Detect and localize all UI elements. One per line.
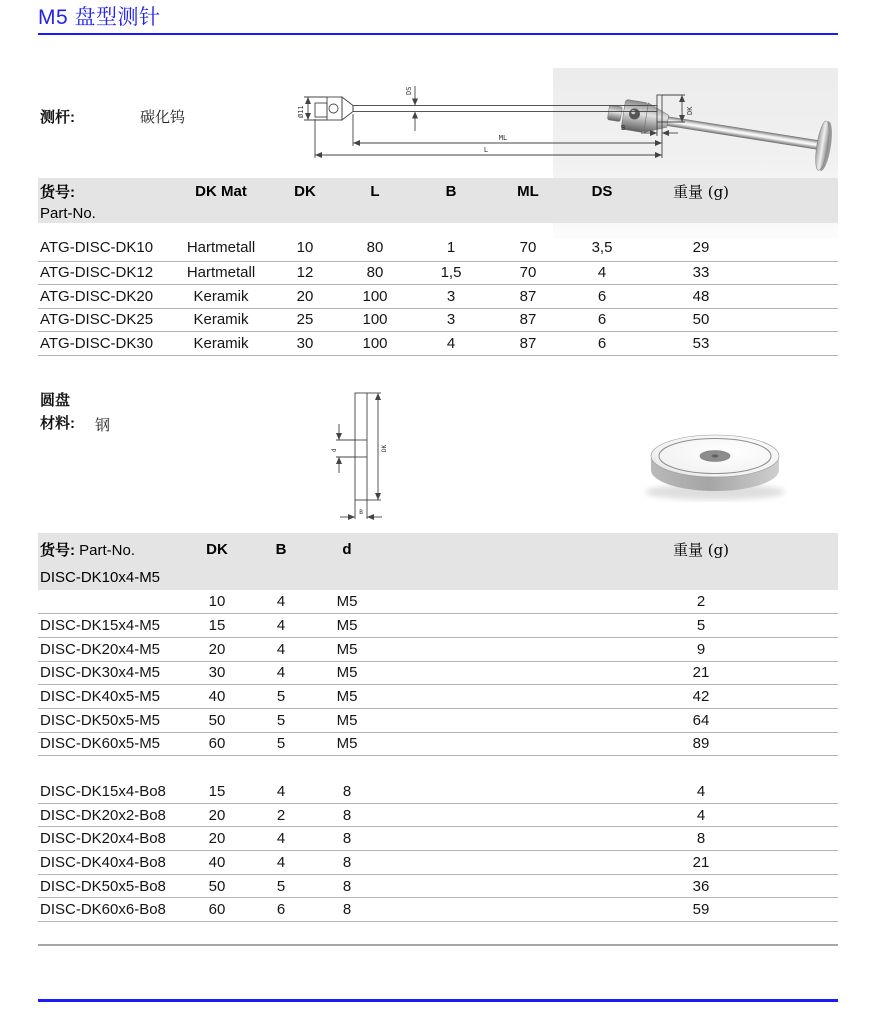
dim-label-b: B bbox=[621, 124, 626, 132]
stylus-material: 碳化钨 bbox=[140, 108, 186, 126]
dim-label-b: B bbox=[359, 509, 363, 516]
table-row: DISC-DK50x5-M5 50 5 M5 64 bbox=[38, 708, 838, 732]
stylus-table-header bbox=[38, 178, 838, 223]
table-row: DISC-DK30x4-M5 30 4 M5 21 bbox=[38, 661, 838, 685]
disc-material: 钢 bbox=[95, 416, 111, 434]
table-row: DISC-DK60x5-M5 60 5 M5 89 bbox=[38, 732, 838, 756]
disc-material-label: 材料: bbox=[40, 415, 75, 432]
table-row: DISC-DK20x4-M5 20 4 M5 9 bbox=[38, 637, 838, 661]
table-row: 10 4 M5 2 bbox=[38, 590, 838, 614]
col-d: d bbox=[306, 533, 388, 565]
disc-table bbox=[38, 533, 838, 946]
disc-label: 圆盘 bbox=[40, 392, 71, 409]
col-b: B bbox=[404, 178, 498, 204]
dim-label-ml: ML bbox=[498, 134, 508, 142]
dim-label-dia: Ø11 bbox=[297, 105, 305, 118]
col-part-no-en: Part-No. bbox=[79, 541, 136, 559]
col-dk-mat: DK Mat bbox=[178, 178, 264, 204]
cell-part: ATG-DISC-DK30 bbox=[38, 332, 178, 356]
col-dk: DK bbox=[178, 533, 256, 565]
table-row: ATG-DISC-DK30 Keramik 30 100 4 87 6 53 bbox=[38, 332, 838, 356]
cell-part: ATG-DISC-DK25 bbox=[38, 308, 178, 332]
stylus-table bbox=[38, 178, 838, 356]
col-ds: DS bbox=[558, 178, 646, 204]
header-part-no: DISC-DK10x4-M5 bbox=[38, 565, 838, 590]
table-row: ATG-DISC-DK25 Keramik 25 100 3 87 6 50 bbox=[38, 308, 838, 332]
cell-part: ATG-DISC-DK10 bbox=[38, 223, 178, 261]
dim-label-d: d bbox=[331, 448, 338, 452]
dim-label-l: L bbox=[483, 146, 489, 154]
table-end-row bbox=[38, 922, 838, 946]
disc-table-header bbox=[38, 533, 838, 590]
col-part-no-zh: 货号: bbox=[40, 541, 75, 559]
table-row: ATG-DISC-DK12 Hartmetall 12 80 1,5 70 4 33 bbox=[38, 261, 838, 285]
dim-label-ds: DS bbox=[405, 86, 413, 95]
stylus-technical-drawing bbox=[283, 74, 694, 176]
table-row: DISC-DK20x2-Bo8 20 2 8 4 bbox=[38, 803, 838, 827]
stylus-label: 测杆: bbox=[40, 109, 75, 126]
table-row: DISC-DK50x5-Bo8 50 5 8 36 bbox=[38, 874, 838, 898]
dim-label-dk: DK bbox=[381, 444, 388, 452]
page-title: M5 盘型测针 bbox=[38, 6, 161, 29]
col-b: B bbox=[256, 533, 306, 565]
bottom-divider bbox=[38, 999, 838, 1002]
col-weight: 重量 (g) bbox=[388, 533, 838, 565]
col-l: L bbox=[346, 178, 404, 204]
table-row: DISC-DK40x5-M5 40 5 M5 42 bbox=[38, 685, 838, 709]
table-row: DISC-DK15x4-Bo8 15 4 8 4 bbox=[38, 780, 838, 804]
table-row: DISC-DK40x4-Bo8 40 4 8 21 bbox=[38, 851, 838, 875]
cell-part: ATG-DISC-DK20 bbox=[38, 285, 178, 309]
title-divider bbox=[38, 33, 838, 35]
col-part-no bbox=[38, 533, 178, 565]
table-row: DISC-DK15x4-M5 15 4 M5 5 bbox=[38, 614, 838, 638]
disc-product-render bbox=[625, 412, 805, 512]
cell-part: ATG-DISC-DK12 bbox=[38, 261, 178, 285]
disc-technical-drawing bbox=[328, 388, 403, 526]
col-dk: DK bbox=[264, 178, 346, 204]
col-ml: ML bbox=[498, 178, 558, 204]
header-spacer bbox=[178, 204, 838, 223]
table-row: DISC-DK60x6-Bo8 60 6 8 59 bbox=[38, 898, 838, 922]
col-part-no-zh: 货号: bbox=[38, 178, 178, 204]
group-gap-row bbox=[38, 756, 838, 780]
table-row: DISC-DK20x4-Bo8 20 4 8 8 bbox=[38, 827, 838, 851]
dim-label-dk: DK bbox=[686, 106, 694, 115]
col-weight: 重量 (g) bbox=[646, 178, 838, 204]
table-row: ATG-DISC-DK10 Hartmetall 10 80 1 70 3,5 29 bbox=[38, 223, 838, 261]
table-row: ATG-DISC-DK20 Keramik 20 100 3 87 6 48 bbox=[38, 285, 838, 309]
col-part-no-en: Part-No. bbox=[38, 204, 178, 223]
